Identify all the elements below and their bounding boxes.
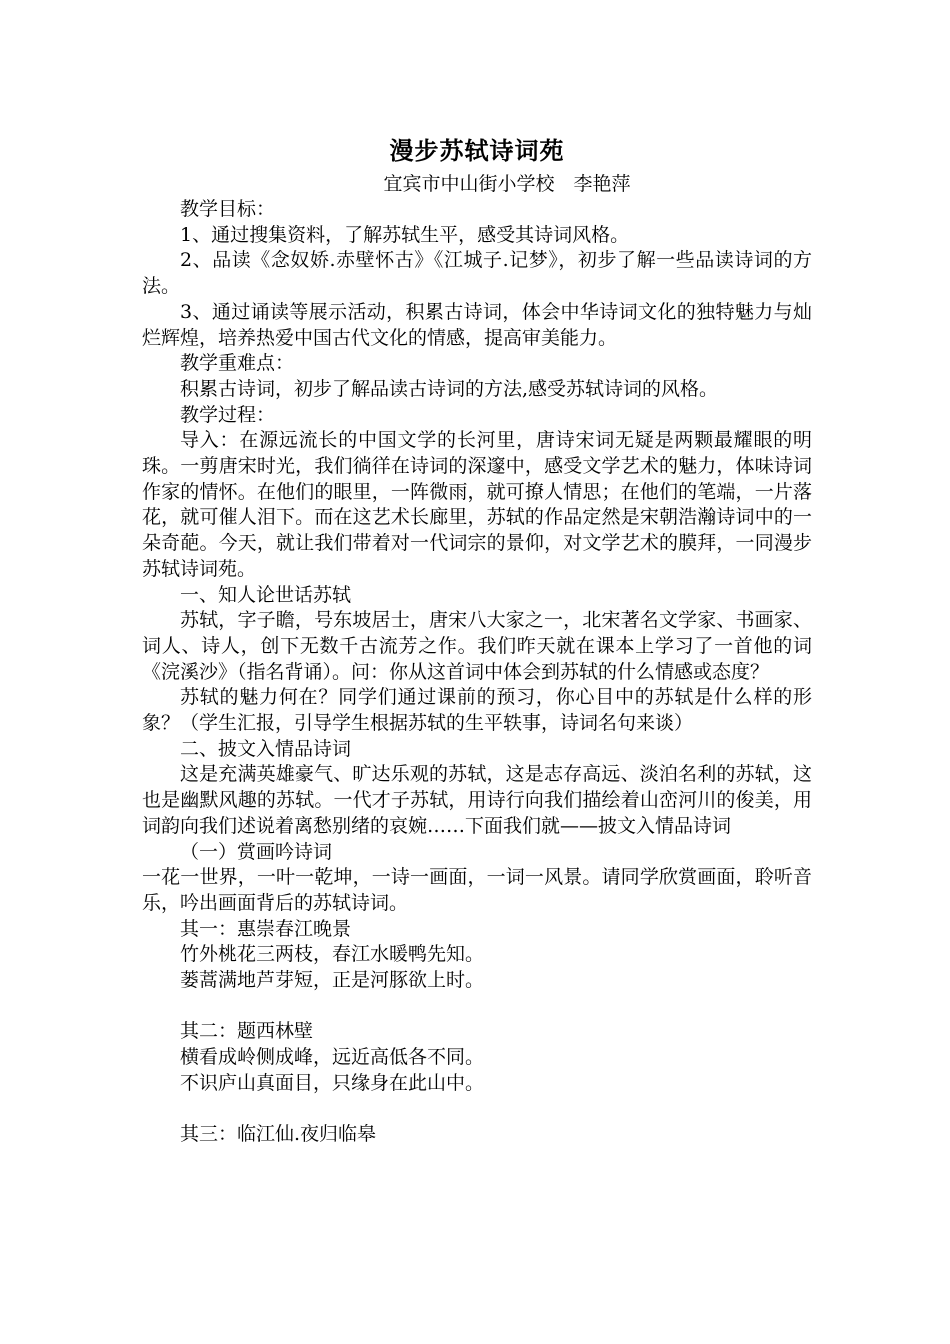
paragraph: 二、披文入情品诗词 xyxy=(180,737,352,760)
paragraph: 一花一世界，一叶一乾坤，一诗一画面，一词一风景。请同学欣赏画面，聆听音乐，吟出画面背后的苏轼诗词。 xyxy=(142,866,812,914)
paragraph: 不识庐山真面目，只缘身在此山中。 xyxy=(180,1071,485,1094)
paragraph: 苏轼的魅力何在？同学们通过课前的预习，你心目中的苏轼是什么样的形象？（学生汇报，引导学生根据苏轼的生平轶事，诗词名句来谈） xyxy=(142,686,812,735)
paragraph: 1、通过搜集资料，了解苏轼生平，感受其诗词风格。 xyxy=(180,223,630,246)
paragraph: （一）赏画吟诗词 xyxy=(180,840,333,863)
paragraph: 其一：惠崇春江晚景 xyxy=(180,917,352,940)
paragraph: 苏轼，字子瞻，号东坡居士，唐宋八大家之一，北宋著名文学家、书画家、词人、诗人，创下无数千古流芳之作。我们昨天就在课本上学习了一首他的词《浣溪沙》（指名背诵）。问：你从这首词中体会到苏轼的什么情感或态度？ xyxy=(142,609,812,683)
paragraph: 这是充满英雄豪气、旷达乐观的苏轼，这是志存高远、淡泊名利的苏轼，这也是幽默风趣的苏轼。一代才子苏轼，用诗行向我们描绘着山峦河川的俊美，用词韵向我们述说着离愁别绪的哀婉……下面我们就——披文入情品诗词 xyxy=(142,763,812,837)
paragraph-list xyxy=(142,197,812,1148)
paragraph: 积累古诗词，初步了解品读古诗词的方法,感受苏轼诗词的风格。 xyxy=(180,377,719,400)
paragraph: 教学目标： xyxy=(180,198,276,220)
document-body xyxy=(142,135,812,1148)
paragraph: 3、通过诵读等展示活动，积累古诗词，体会中华诗词文化的独特魅力与灿烂辉煌，培养热爱中国古代文化的情感，提高审美能力。 xyxy=(142,300,812,349)
paragraph: 2、品读《念奴娇.赤壁怀古》《江城子.记梦》，初步了解一些品读诗词的方法。 xyxy=(142,249,812,298)
document-title: 漫步苏轼诗词苑 xyxy=(389,136,565,165)
author-line: 宜宾市中山街小学校 李艳萍 xyxy=(383,173,631,195)
paragraph: 教学过程： xyxy=(180,403,276,426)
paragraph: 一、知人论世话苏轼 xyxy=(180,583,352,606)
paragraph: 蒌蒿满地芦芽短，正是河豚欲上时。 xyxy=(180,969,485,992)
paragraph: 其三：临江仙.夜归临皋 xyxy=(180,1123,377,1146)
blank-line xyxy=(142,994,812,1020)
paragraph: 教学重难点： xyxy=(180,352,295,375)
blank-line xyxy=(142,1097,812,1123)
paragraph: 导入：在源远流长的中国文学的长河里，唐诗宋词无疑是两颗最耀眼的明珠。一剪唐宋时光，我们徜徉在诗词的深邃中，感受文学艺术的魅力，体味诗词作家的情怀。在他们的眼里，一阵微雨，就可撩人情思；在他们的笔端，一片落花，就可催人泪下。而在这艺术长廊里，苏轼的作品定然是宋朝浩瀚诗词中的一朵奇葩。今天，就让我们带着对一代词宗的景仰，对文学艺术的膜拜，一同漫步苏轼诗词苑。 xyxy=(142,429,812,580)
paragraph: 横看成岭侧成峰，远近高低各不同。 xyxy=(180,1046,485,1069)
paragraph: 其二：题西林壁 xyxy=(180,1020,314,1043)
paragraph: 竹外桃花三两枝，春江水暖鸭先知。 xyxy=(180,943,485,966)
